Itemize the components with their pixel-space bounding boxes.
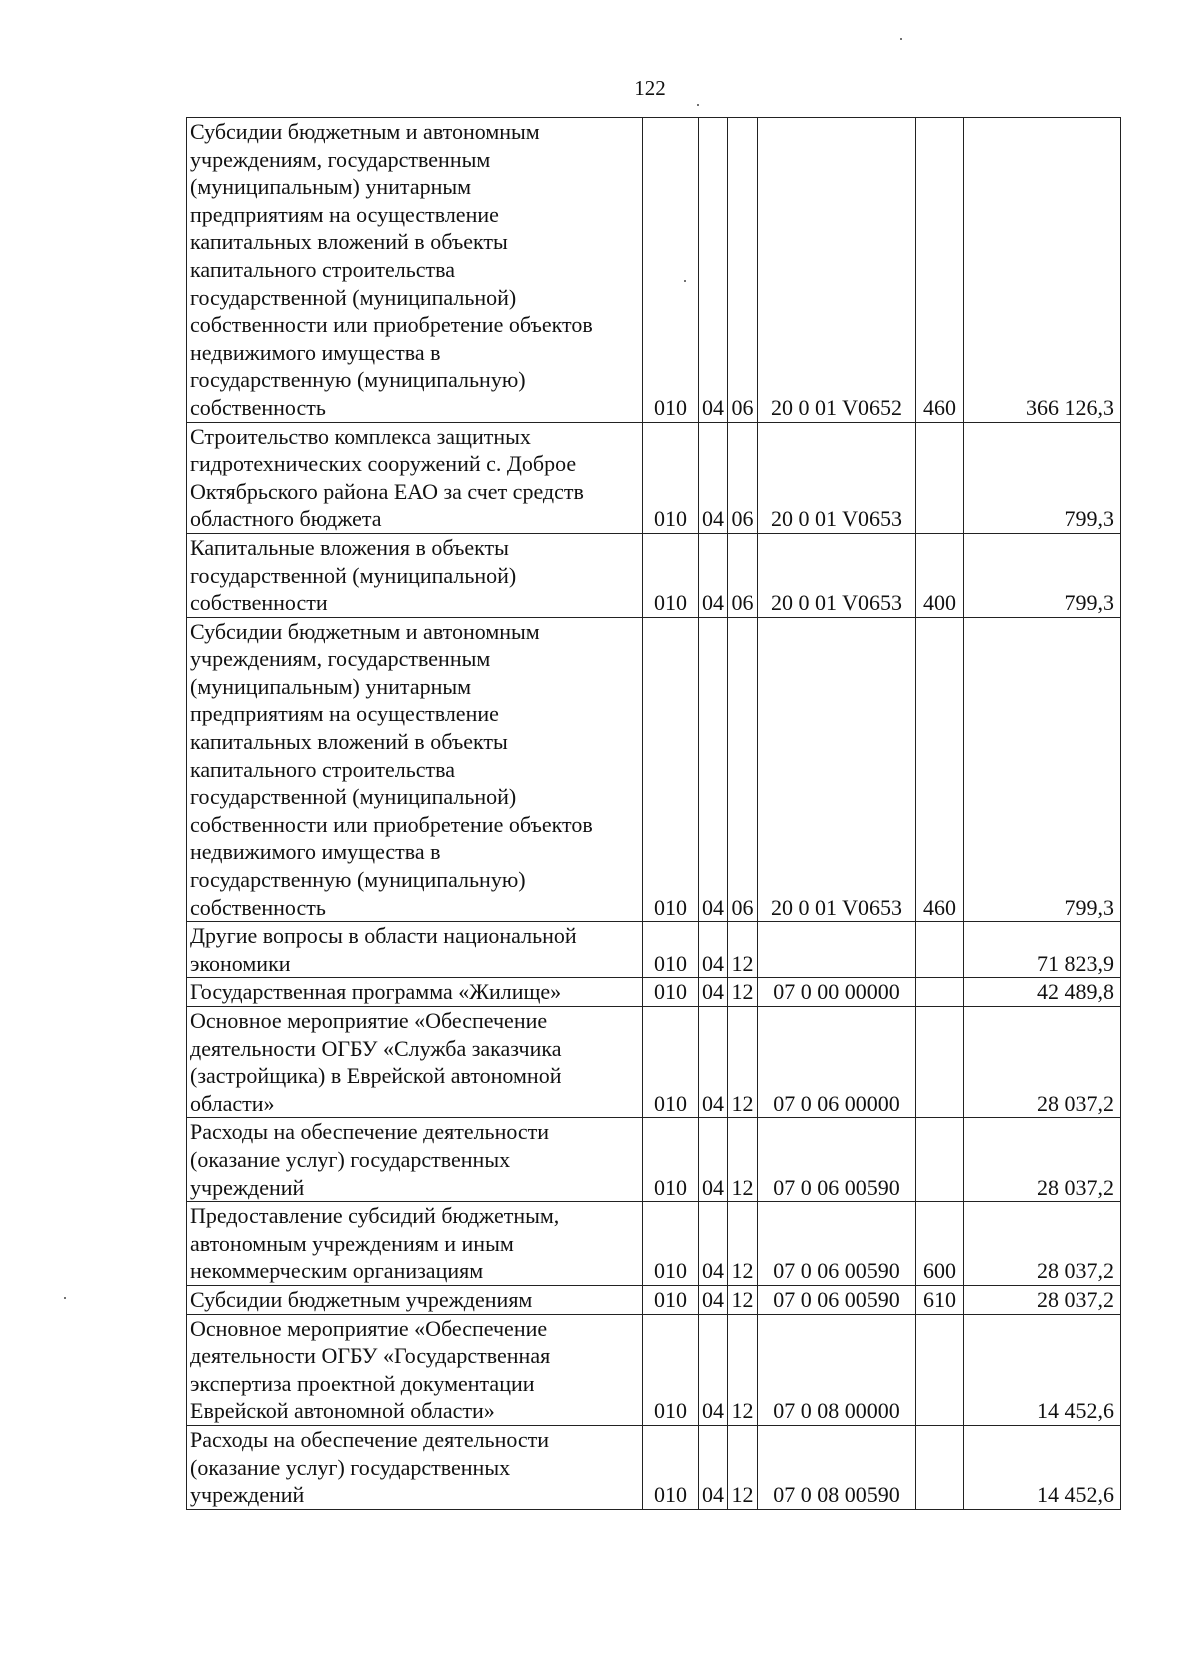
section-cell: 04	[699, 922, 728, 978]
item-name-line: государственной (муниципальной)	[190, 284, 517, 310]
grbs-cell: 010	[643, 922, 699, 978]
expense-type-cell	[916, 422, 964, 533]
table-row	[187, 922, 1121, 978]
table-row	[187, 533, 1121, 617]
item-name-cell	[187, 1007, 643, 1118]
item-name-cell	[187, 422, 643, 533]
item-name-line: государственной (муниципальной)	[190, 562, 517, 588]
item-name-line: экспертиза проектной документации	[190, 1370, 535, 1396]
section-cell: 04	[699, 978, 728, 1007]
table-row	[187, 1118, 1121, 1202]
table-row	[187, 1314, 1121, 1425]
item-name-line: Субсидии бюджетным и автономным	[190, 618, 540, 644]
item-name-line: учреждений	[190, 1174, 305, 1200]
grbs-cell: 010	[643, 1118, 699, 1202]
grbs-cell: 010	[643, 1202, 699, 1286]
item-name-line: Субсидии бюджетным учреждениям	[190, 1286, 533, 1312]
amount-cell: 799,3	[964, 533, 1121, 617]
item-name-line: Предоставление субсидий бюджетным,	[190, 1203, 560, 1229]
expense-type-cell	[916, 1425, 964, 1509]
item-name-line: Еврейской автономной области»	[190, 1398, 495, 1424]
item-name-line: капитального строительства	[190, 756, 456, 782]
amount-cell: 28 037,2	[964, 1202, 1121, 1286]
subsection-cell: 12	[728, 1285, 758, 1314]
item-name-cell	[187, 118, 643, 423]
expense-type-cell: 610	[916, 1285, 964, 1314]
item-name-line: капитальных вложений в объекты	[190, 229, 508, 255]
expense-type-cell: 460	[916, 617, 964, 922]
target-article-cell: 07 0 08 00000	[758, 1314, 916, 1425]
item-name-cell	[187, 617, 643, 922]
amount-cell: 14 452,6	[964, 1425, 1121, 1509]
amount-cell: 28 037,2	[964, 1118, 1121, 1202]
target-article-cell: 07 0 06 00590	[758, 1285, 916, 1314]
budget-table-body	[187, 118, 1121, 1510]
item-name-line: (оказание услуг) государственных	[190, 1146, 511, 1172]
subsection-cell: 12	[728, 1007, 758, 1118]
item-name-cell	[187, 1314, 643, 1425]
item-name-line: (застройщика) в Еврейской автономной	[190, 1063, 562, 1089]
expense-type-cell: 400	[916, 533, 964, 617]
expense-type-cell: 600	[916, 1202, 964, 1286]
item-name-line: Другие вопросы в области национальной	[190, 923, 577, 949]
item-name-cell	[187, 922, 643, 978]
item-name-line: Расходы на обеспечение деятельности	[190, 1426, 550, 1452]
item-name-line: гидротехнических сооружений с. Доброе	[190, 451, 577, 477]
grbs-cell: 010	[643, 1314, 699, 1425]
grbs-cell: 010	[643, 1425, 699, 1509]
target-article-cell: 07 0 08 00590	[758, 1425, 916, 1509]
item-name-line: автономным учреждениям и иным	[190, 1230, 514, 1256]
page-number: 122	[634, 76, 666, 100]
section-cell: 04	[699, 1314, 728, 1425]
target-article-cell: 07 0 06 00590	[758, 1202, 916, 1286]
section-cell: 04	[699, 533, 728, 617]
section-cell: 04	[699, 1202, 728, 1286]
item-name-line: собственность	[190, 894, 326, 920]
table-row	[187, 617, 1121, 922]
table-row	[187, 1425, 1121, 1509]
item-name-line: собственности или приобретение объектов	[190, 811, 593, 837]
item-name-line: (муниципальным) унитарным	[190, 673, 472, 699]
item-name-line: области»	[190, 1090, 275, 1116]
item-name-line: Капитальные вложения в объекты	[190, 534, 509, 560]
subsection-cell: 12	[728, 1425, 758, 1509]
expense-type-cell	[916, 1007, 964, 1118]
grbs-cell: 010	[643, 1007, 699, 1118]
section-cell: 04	[699, 1007, 728, 1118]
subsection-cell: 06	[728, 617, 758, 922]
amount-cell: 28 037,2	[964, 1007, 1121, 1118]
section-cell: 04	[699, 422, 728, 533]
subsection-cell: 06	[728, 118, 758, 423]
table-row	[187, 1285, 1121, 1314]
item-name-line: капитальных вложений в объекты	[190, 729, 508, 755]
table-row	[187, 1007, 1121, 1118]
section-cell: 04	[699, 1118, 728, 1202]
budget-table	[186, 117, 1121, 1510]
item-name-line: Основное мероприятие «Обеспечение	[190, 1315, 548, 1341]
target-article-cell: 20 0 01 V0653	[758, 617, 916, 922]
target-article-cell: 07 0 06 00590	[758, 1118, 916, 1202]
table-row	[187, 422, 1121, 533]
grbs-cell: 010	[643, 617, 699, 922]
amount-cell: 799,3	[964, 617, 1121, 922]
item-name-line: Расходы на обеспечение деятельности	[190, 1119, 550, 1145]
subsection-cell: 12	[728, 922, 758, 978]
grbs-cell: 010	[643, 978, 699, 1007]
item-name-line: недвижимого имущества в	[190, 839, 441, 865]
item-name-cell	[187, 1118, 643, 1202]
item-name-line: некоммерческим организациям	[190, 1258, 484, 1284]
expense-type-cell	[916, 1314, 964, 1425]
scan-speck	[697, 104, 699, 106]
item-name-line: учреждениям, государственным	[190, 646, 491, 672]
item-name-line: экономики	[190, 950, 291, 976]
table-row	[187, 1202, 1121, 1286]
target-article-cell: 20 0 01 V0652	[758, 118, 916, 423]
amount-cell: 71 823,9	[964, 922, 1121, 978]
subsection-cell: 12	[728, 1202, 758, 1286]
item-name-line: (муниципальным) унитарным	[190, 174, 472, 200]
amount-cell: 42 489,8	[964, 978, 1121, 1007]
item-name-line: Государственная программа «Жилище»	[190, 979, 562, 1005]
item-name-line: государственной (муниципальной)	[190, 784, 517, 810]
grbs-cell: 010	[643, 422, 699, 533]
section-cell: 04	[699, 118, 728, 423]
amount-cell: 799,3	[964, 422, 1121, 533]
target-article-cell: 07 0 00 00000	[758, 978, 916, 1007]
scan-speck	[900, 38, 902, 40]
grbs-cell: 010	[643, 118, 699, 423]
target-article-cell: 20 0 01 V0653	[758, 533, 916, 617]
amount-cell: 28 037,2	[964, 1285, 1121, 1314]
item-name-line: государственную (муниципальную)	[190, 367, 526, 393]
item-name-line: собственности или приобретение объектов	[190, 312, 593, 338]
item-name-line: Субсидии бюджетным и автономным	[190, 119, 540, 144]
item-name-cell	[187, 533, 643, 617]
scan-speck	[684, 280, 686, 282]
item-name-line: Октябрьского района ЕАО за счет средств	[190, 478, 584, 504]
item-name-line: недвижимого имущества в	[190, 339, 441, 365]
item-name-line: Строительство комплекса защитных	[190, 423, 531, 449]
table-row	[187, 118, 1121, 423]
item-name-line: капитального строительства	[190, 256, 456, 282]
table-row	[187, 978, 1121, 1007]
target-article-cell	[758, 922, 916, 978]
item-name-line: Основное мероприятие «Обеспечение	[190, 1008, 548, 1033]
subsection-cell: 12	[728, 1118, 758, 1202]
item-name-line: предприятиям на осуществление	[190, 201, 499, 227]
item-name-line: государственную (муниципальную)	[190, 867, 526, 893]
section-cell: 04	[699, 1285, 728, 1314]
amount-cell: 366 126,3	[964, 118, 1121, 423]
expense-type-cell	[916, 978, 964, 1007]
target-article-cell: 07 0 06 00000	[758, 1007, 916, 1118]
target-article-cell: 20 0 01 V0653	[758, 422, 916, 533]
item-name-line: деятельности ОГБУ «Государственная	[190, 1343, 551, 1369]
expense-type-cell: 460	[916, 118, 964, 423]
item-name-line: учреждениям, государственным	[190, 146, 491, 172]
item-name-line: (оказание услуг) государственных	[190, 1454, 511, 1480]
subsection-cell: 12	[728, 1314, 758, 1425]
item-name-cell	[187, 1425, 643, 1509]
expense-type-cell	[916, 922, 964, 978]
subsection-cell: 12	[728, 978, 758, 1007]
item-name-cell	[187, 1285, 643, 1314]
section-cell: 04	[699, 617, 728, 922]
item-name-line: деятельности ОГБУ «Служба заказчика	[190, 1035, 562, 1061]
item-name-line: собственности	[190, 590, 328, 616]
item-name-cell	[187, 978, 643, 1007]
amount-cell: 14 452,6	[964, 1314, 1121, 1425]
item-name-line: собственность	[190, 394, 326, 420]
item-name-cell	[187, 1202, 643, 1286]
item-name-line: предприятиям на осуществление	[190, 701, 499, 727]
grbs-cell: 010	[643, 1285, 699, 1314]
scan-speck	[64, 1297, 66, 1299]
item-name-line: областного бюджета	[190, 506, 382, 532]
subsection-cell: 06	[728, 422, 758, 533]
grbs-cell: 010	[643, 533, 699, 617]
item-name-line: учреждений	[190, 1482, 305, 1508]
subsection-cell: 06	[728, 533, 758, 617]
section-cell: 04	[699, 1425, 728, 1509]
expense-type-cell	[916, 1118, 964, 1202]
